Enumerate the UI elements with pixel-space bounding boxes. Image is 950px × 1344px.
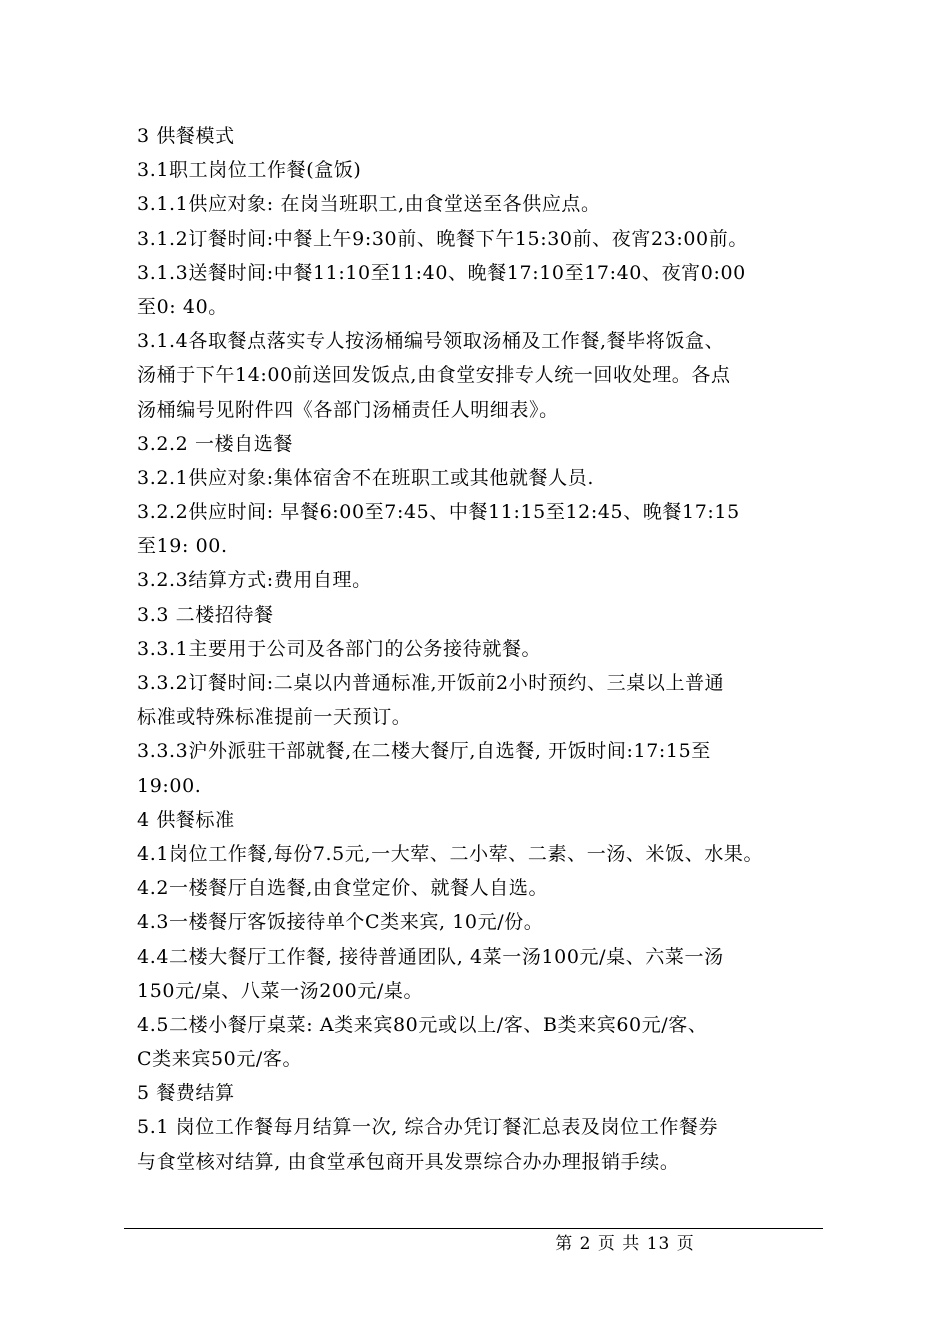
text-line: 至19: 00.	[137, 535, 228, 558]
text-line: 3.1.2订餐时间:中餐上午9:30前、晚餐下午15:30前、夜宵23:00前。	[137, 227, 748, 250]
page-number: 第 2 页 共 13 页	[555, 1234, 695, 1254]
text-line: 3.3.2订餐时间:二桌以内普通标准,开饭前2小时预约、三桌以上普通	[137, 672, 725, 694]
footer-divider	[124, 1228, 823, 1229]
text-line: 至0: 40。	[137, 295, 228, 318]
text-line: 3.3.1主要用于公司及各部门的公务接待就餐。	[137, 637, 542, 660]
page-footer	[0, 1231, 950, 1257]
document-body	[137, 119, 827, 1179]
text-line: 汤桶编号见附件四《各部门汤桶责任人明细表》。	[137, 398, 559, 421]
text-line: 4.5二楼小餐厅桌菜: A类来宾80元或以上/客、B类来宾60元/客、	[137, 1013, 708, 1036]
text-line: C类来宾50元/客。	[137, 1048, 303, 1071]
text-line: 4.2一楼餐厅自选餐,由食堂定价、就餐人自选。	[137, 877, 549, 900]
text-line: 5.1 岗位工作餐每月结算一次, 综合办凭订餐汇总表及岗位工作餐券	[137, 1116, 719, 1139]
text-line: 3.1.1供应对象: 在岗当班职工,由食堂送至各供应点。	[137, 193, 601, 216]
text-line: 3.2.3结算方式:费用自理。	[137, 569, 372, 592]
text-line: 与食堂核对结算, 由食堂承包商开具发票综合办办理报销手续。	[137, 1150, 680, 1173]
text-line: 汤桶于下午14:00前送回发饭点,由食堂安排专人统一回收处理。各点	[137, 364, 731, 387]
text-line: 标准或特殊标准提前一天预订。	[137, 706, 412, 729]
text-line: 3.3 二楼招待餐	[137, 603, 274, 626]
text-line: 19:00.	[137, 774, 202, 797]
text-line: 5 餐费结算	[137, 1082, 235, 1105]
text-line: 3 供餐模式	[137, 125, 235, 147]
text-line: 3.1.3送餐时间:中餐11:10至11:40、晚餐17:10至17:40、夜宵0:00	[137, 261, 746, 284]
text-line: 3.1.4各取餐点落实专人按汤桶编号领取汤桶及工作餐,餐毕将饭盒、	[137, 330, 725, 353]
text-line: 4.1岗位工作餐,每份7.5元,一大荤、二小荤、二素、一汤、米饭、水果。	[137, 842, 764, 865]
text-line: 3.1职工岗位工作餐(盒饭)	[137, 159, 362, 182]
text-line: 4.3一楼餐厅客饭接待单个C类来宾, 10元/份。	[137, 911, 544, 934]
text-line: 3.3.3沪外派驻干部就餐,在二楼大餐厅,自选餐, 开饭时间:17:15至	[137, 740, 711, 763]
text-line: 4.4二楼大餐厅工作餐, 接待普通团队, 4菜一汤100元/桌、六菜一汤	[137, 945, 724, 968]
text-line: 3.2.2供应时间: 早餐6:00至7:45、中餐11:15至12:45、晚餐17:15	[137, 501, 740, 524]
text-line: 3.2.2 一楼自选餐	[137, 432, 293, 455]
text-line: 150元/桌、八菜一汤200元/桌。	[137, 979, 424, 1002]
text-line: 3.2.1供应对象:集体宿舍不在班职工或其他就餐人员.	[137, 466, 594, 489]
text-line: 4 供餐标准	[137, 808, 235, 831]
